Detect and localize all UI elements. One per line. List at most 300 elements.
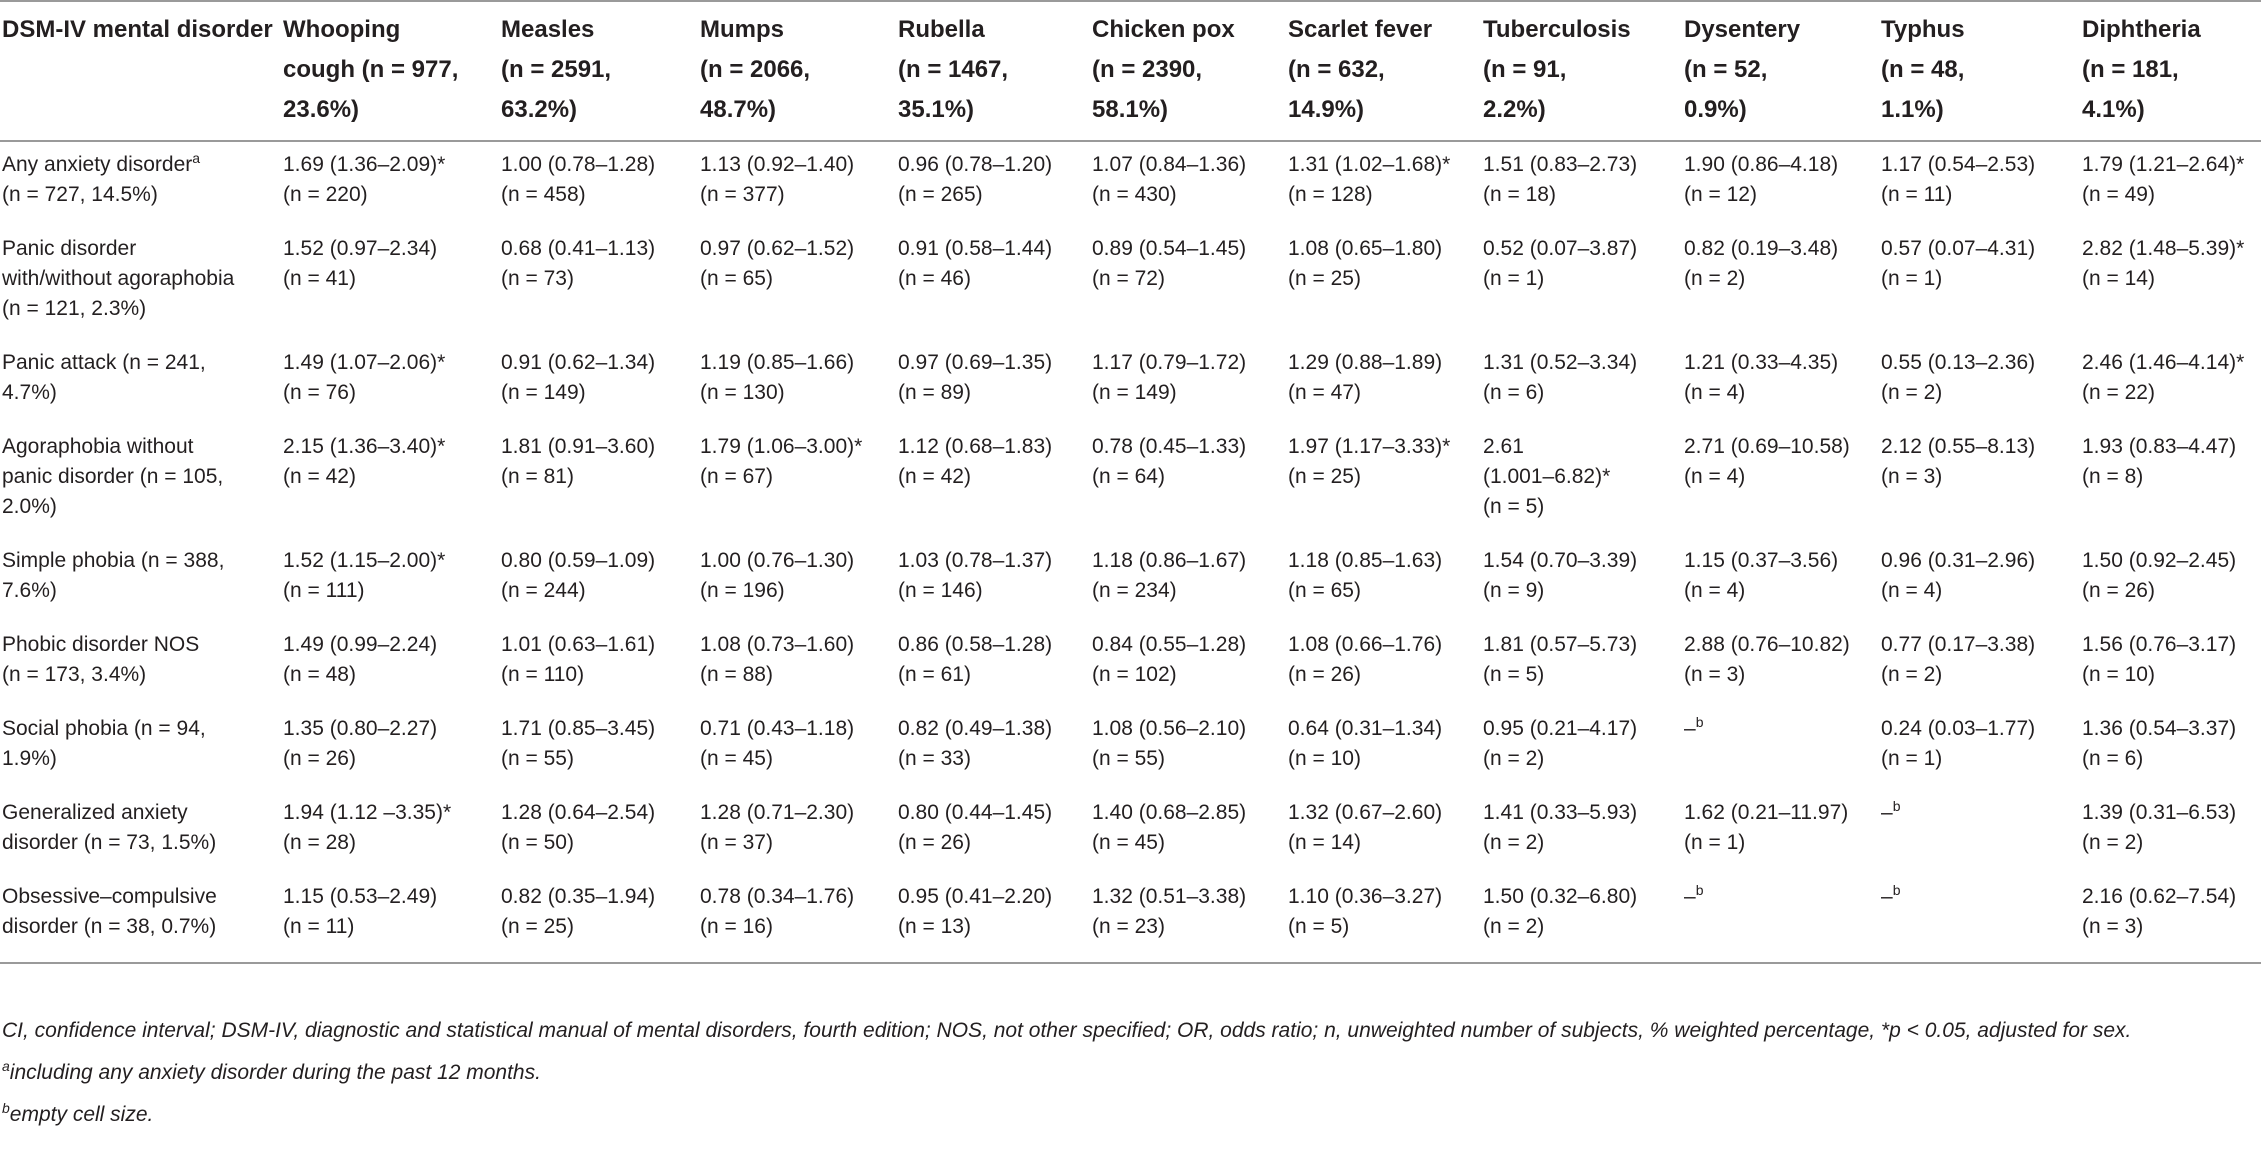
cell-line: 0.82 (0.35–1.94) <box>501 885 656 908</box>
table-cell <box>1684 424 1881 538</box>
cell-line: (n = 55) <box>1092 747 1165 770</box>
header-sub: (n = 181, <box>2082 56 2179 83</box>
cell-line: 0.91 (0.58–1.44) <box>898 237 1053 260</box>
row-label-line <box>2 150 275 180</box>
header-sub: (n = 2066, <box>700 56 811 83</box>
row-label-text: Panic attack (n = 241, <box>2 351 206 374</box>
cell-line: 1.52 (0.97–2.34) <box>283 237 438 260</box>
empty-cell-dash: – <box>1881 885 1893 908</box>
cell-line: 0.78 (0.34–1.76) <box>700 885 855 908</box>
cell-line: (n = 76) <box>283 381 356 404</box>
header-dysentery <box>1684 1 1881 141</box>
header-diphtheria <box>2082 1 2261 141</box>
cell-line: (n = 89) <box>898 381 971 404</box>
cell-line: (n = 111) <box>283 579 365 602</box>
cell-line: (n = 26) <box>2082 579 2155 602</box>
header-tuberculosis <box>1483 1 1684 141</box>
cell-line: 1.15 (0.37–3.56) <box>1684 549 1839 572</box>
table-cell <box>700 622 898 706</box>
cell-line: 1.50 (0.92–2.45) <box>2082 549 2237 572</box>
table-cell <box>1092 874 1288 963</box>
cell-line: (n = 4) <box>1684 381 1746 404</box>
header-name: Whooping <box>283 16 401 43</box>
table-cell <box>1288 790 1483 874</box>
cell-line: (n = 88) <box>700 663 773 686</box>
table-cell <box>1483 141 1684 226</box>
cell-line: (n = 22) <box>2082 381 2155 404</box>
cell-line: (n = 377) <box>700 183 785 206</box>
header-name: Scarlet fever <box>1288 16 1433 43</box>
row-label <box>0 424 283 538</box>
row-label-line <box>2 576 275 606</box>
row-label <box>0 141 283 226</box>
cell-line: (n = 130) <box>700 381 785 404</box>
cell-line: 0.80 (0.44–1.45) <box>898 801 1053 824</box>
header-sub: (n = 48, <box>1881 56 1965 83</box>
table-cell <box>1288 706 1483 790</box>
cell-line: 0.96 (0.78–1.20) <box>898 153 1053 176</box>
header-sub: cough (n = 977, <box>283 56 459 83</box>
cell-line: 1.18 (0.85–1.63) <box>1288 549 1443 572</box>
table-row <box>0 790 2261 874</box>
cell-line: (n = 49) <box>2082 183 2155 206</box>
table-cell <box>1881 706 2082 790</box>
table-cell <box>1684 141 1881 226</box>
row-label-line <box>2 744 275 774</box>
row-label-text: Any anxiety disorder <box>2 153 193 176</box>
table-cell <box>2082 706 2261 790</box>
row-label <box>0 226 283 340</box>
table-cell <box>1483 538 1684 622</box>
cell-line: (n = 46) <box>898 267 971 290</box>
cell-line: 1.31 (0.52–3.34) <box>1483 351 1638 374</box>
table-cell <box>898 424 1092 538</box>
cell-line: (n = 6) <box>1483 381 1545 404</box>
cell-line: (n = 4) <box>1684 465 1746 488</box>
table-cell <box>898 874 1092 963</box>
cell-line <box>1684 714 1873 744</box>
cell-line: (n = 14) <box>2082 267 2155 290</box>
row-label-text: 4.7%) <box>2 381 57 404</box>
cell-line: (n = 196) <box>700 579 785 602</box>
footnote-b-text: empty cell size. <box>9 1103 154 1126</box>
cell-line: (n = 11) <box>283 915 355 938</box>
cell-line: 1.52 (1.15–2.00)* <box>283 549 446 572</box>
cell-line: 1.56 (0.76–3.17) <box>2082 633 2237 656</box>
row-label-text: Agoraphobia without <box>2 435 194 458</box>
table-cell <box>700 340 898 424</box>
table-cell <box>898 340 1092 424</box>
cell-line: 2.12 (0.55–8.13) <box>1881 435 2036 458</box>
row-label-line <box>2 294 275 324</box>
table-cell <box>1092 340 1288 424</box>
cell-line: 1.32 (0.67–2.60) <box>1288 801 1443 824</box>
cell-line: 0.77 (0.17–3.38) <box>1881 633 2036 656</box>
table-row <box>0 340 2261 424</box>
cell-line: (n = 10) <box>2082 663 2155 686</box>
cell-line: (n = 45) <box>700 747 773 770</box>
row-label-text: Generalized anxiety <box>2 801 188 824</box>
cell-line: 1.18 (0.86–1.67) <box>1092 549 1247 572</box>
row-label-text: 1.9%) <box>2 747 57 770</box>
table-cell <box>283 706 501 790</box>
cell-line: 1.49 (0.99–2.24) <box>283 633 438 656</box>
table-cell <box>1684 340 1881 424</box>
header-sub: (n = 1467, <box>898 56 1009 83</box>
table-cell <box>283 340 501 424</box>
row-label-line <box>2 798 275 828</box>
cell-line: (n = 2) <box>1881 663 1943 686</box>
header-name: Measles <box>501 16 595 43</box>
cell-line: 1.36 (0.54–3.37) <box>2082 717 2237 740</box>
cell-line: 1.29 (0.88–1.89) <box>1288 351 1443 374</box>
row-label-line <box>2 234 275 264</box>
header-pct: 58.1%) <box>1092 96 1169 123</box>
cell-line: (n = 5) <box>1288 915 1350 938</box>
cell-line: (n = 2) <box>1483 831 1545 854</box>
header-chicken-pox <box>1092 1 1288 141</box>
header-pct: 1.1%) <box>1881 96 1944 123</box>
row-label-line <box>2 546 275 576</box>
table-cell <box>501 424 700 538</box>
cell-line: (n = 65) <box>1288 579 1361 602</box>
empty-cell-dash: – <box>1881 801 1893 824</box>
cell-line: (n = 4) <box>1881 579 1943 602</box>
table-cell <box>700 424 898 538</box>
cell-line: 0.82 (0.19–3.48) <box>1684 237 1839 260</box>
table-cell <box>1092 622 1288 706</box>
header-pct: 4.1%) <box>2082 96 2145 123</box>
table-cell <box>700 538 898 622</box>
cell-line: 0.96 (0.31–2.96) <box>1881 549 2036 572</box>
cell-line: 0.71 (0.43–1.18) <box>700 717 855 740</box>
footnote-b <box>2 1096 2242 1134</box>
cell-line: 1.08 (0.56–2.10) <box>1092 717 1247 740</box>
footnote-a-text: including any anxiety disorder during the past 12 months. <box>9 1061 541 1084</box>
cell-line: (n = 4) <box>1684 579 1746 602</box>
table-cell <box>1483 874 1684 963</box>
cell-line: (n = 430) <box>1092 183 1177 206</box>
cell-line: 1.79 (1.06–3.00)* <box>700 435 863 458</box>
table-cell <box>700 141 898 226</box>
row-label-line <box>2 348 275 378</box>
table-cell <box>1684 538 1881 622</box>
cell-line: (n = 149) <box>1092 381 1177 404</box>
row-label-line <box>2 660 275 690</box>
table-cell <box>501 226 700 340</box>
cell-line: 0.55 (0.13–2.36) <box>1881 351 2036 374</box>
cell-line: 1.79 (1.21–2.64)* <box>2082 153 2245 176</box>
cell-line: (n = 81) <box>501 465 574 488</box>
cell-line: 0.89 (0.54–1.45) <box>1092 237 1247 260</box>
cell-line: 1.00 (0.76–1.30) <box>700 549 855 572</box>
row-label-text: disorder (n = 73, 1.5%) <box>2 831 217 854</box>
header-name: Dysentery <box>1684 16 1801 43</box>
cell-line: (n = 1) <box>1684 831 1746 854</box>
cell-line: 1.35 (0.80–2.27) <box>283 717 438 740</box>
cell-line: 0.80 (0.59–1.09) <box>501 549 656 572</box>
row-label-line <box>2 828 275 858</box>
header-name: Chicken pox <box>1092 16 1235 43</box>
table-cell <box>501 622 700 706</box>
table-cell <box>1881 874 2082 963</box>
table-cell <box>898 538 1092 622</box>
cell-line: (n = 3) <box>1881 465 1943 488</box>
cell-line: (n = 146) <box>898 579 983 602</box>
cell-line: 1.13 (0.92–1.40) <box>700 153 855 176</box>
table-cell <box>283 141 501 226</box>
cell-line: (n = 64) <box>1092 465 1165 488</box>
row-label-line <box>2 462 275 492</box>
cell-line: (n = 72) <box>1092 267 1165 290</box>
table-cell <box>1684 622 1881 706</box>
cell-line: 1.94 (1.12 –3.35)* <box>283 801 452 824</box>
cell-line: 1.39 (0.31–6.53) <box>2082 801 2237 824</box>
cell-line: (n = 28) <box>283 831 356 854</box>
cell-line: (n = 50) <box>501 831 574 854</box>
table-cell <box>2082 340 2261 424</box>
cell-line: (n = 16) <box>700 915 773 938</box>
table-cell <box>1881 790 2082 874</box>
header-sub: (n = 2390, <box>1092 56 1203 83</box>
row-label <box>0 340 283 424</box>
cell-line: 1.12 (0.68–1.83) <box>898 435 1053 458</box>
table-cell <box>1881 226 2082 340</box>
header-measles <box>501 1 700 141</box>
cell-line: 0.24 (0.03–1.77) <box>1881 717 2036 740</box>
cell-line: 2.88 (0.76–10.82) <box>1684 633 1850 656</box>
header-pct: 14.9%) <box>1288 96 1365 123</box>
table-cell <box>1483 790 1684 874</box>
header-rubella <box>898 1 1092 141</box>
table-cell <box>898 226 1092 340</box>
cell-line: 2.61 <box>1483 435 1524 458</box>
cell-line: 1.49 (1.07–2.06)* <box>283 351 446 374</box>
table-cell <box>501 538 700 622</box>
cell-line: (n = 13) <box>898 915 971 938</box>
row-label-line <box>2 180 275 210</box>
cell-line: (n = 2) <box>2082 831 2144 854</box>
table-cell <box>501 706 700 790</box>
cell-line: 0.95 (0.41–2.20) <box>898 885 1053 908</box>
table-cell <box>1483 706 1684 790</box>
header-name: Typhus <box>1881 16 1965 43</box>
cell-line: 0.91 (0.62–1.34) <box>501 351 656 374</box>
cell-line: 0.57 (0.07–4.31) <box>1881 237 2036 260</box>
table-row <box>0 874 2261 963</box>
table-cell <box>1092 538 1288 622</box>
table-cell <box>1288 874 1483 963</box>
empty-cell-dash: – <box>1684 717 1696 740</box>
row-label-text: (n = 173, 3.4%) <box>2 663 147 686</box>
cell-line: (n = 67) <box>700 465 773 488</box>
cell-line: (n = 1) <box>1881 267 1943 290</box>
row-label-text: disorder (n = 38, 0.7%) <box>2 915 217 938</box>
table-cell <box>2082 226 2261 340</box>
table-cell <box>1881 340 2082 424</box>
table-row <box>0 622 2261 706</box>
table-cell <box>2082 538 2261 622</box>
table-cell <box>898 622 1092 706</box>
cell-line: 1.50 (0.32–6.80) <box>1483 885 1638 908</box>
cell-line <box>1881 882 2074 912</box>
cell-line: (n = 26) <box>898 831 971 854</box>
table-cell <box>283 424 501 538</box>
table-cell <box>1288 340 1483 424</box>
cell-line: 1.71 (0.85–3.45) <box>501 717 656 740</box>
table-cell <box>700 874 898 963</box>
header-name: Rubella <box>898 16 985 43</box>
cell-line: 2.71 (0.69–10.58) <box>1684 435 1850 458</box>
cell-line: (n = 2) <box>1483 915 1545 938</box>
cell-line: 0.97 (0.69–1.35) <box>898 351 1053 374</box>
row-label <box>0 538 283 622</box>
cell-line: (n = 26) <box>1288 663 1361 686</box>
table-cell <box>1092 226 1288 340</box>
cell-line: (n = 65) <box>700 267 773 290</box>
table-row <box>0 226 2261 340</box>
cell-line: (n = 128) <box>1288 183 1373 206</box>
cell-line: (n = 5) <box>1483 663 1545 686</box>
cell-line: 2.46 (1.46–4.14)* <box>2082 351 2245 374</box>
table-cell <box>283 790 501 874</box>
table-cell <box>1684 706 1881 790</box>
footnote-a-marker: a <box>2 1058 10 1074</box>
row-label-text: 2.0%) <box>2 495 57 518</box>
cell-line: (n = 2) <box>1684 267 1746 290</box>
row-label <box>0 706 283 790</box>
cell-line: (n = 12) <box>1684 183 1757 206</box>
header-sub: (n = 91, <box>1483 56 1567 83</box>
cell-line: (n = 244) <box>501 579 586 602</box>
cell-line: 1.81 (0.57–5.73) <box>1483 633 1638 656</box>
cell-line: 2.15 (1.36–3.40)* <box>283 435 446 458</box>
footnote-abbreviations: CI, confidence interval; DSM-IV, diagnostic and statistical manual of mental disorders, fourth edition; NOS, not other specified; OR, odds ratio; n, unweighted number of subjects, % weighted percentage, *p < 0.05, adjusted for sex. <box>2 1019 2132 1042</box>
table-cell <box>1881 141 2082 226</box>
cell-line <box>1684 882 1873 912</box>
row-label-line <box>2 264 275 294</box>
footnote-marker: b <box>1892 798 1901 814</box>
cell-line: 1.28 (0.64–2.54) <box>501 801 656 824</box>
row-label-text: Panic disorder <box>2 237 137 260</box>
table-cell <box>1881 424 2082 538</box>
cell-line: 1.90 (0.86–4.18) <box>1684 153 1839 176</box>
cell-line: (n = 73) <box>501 267 574 290</box>
cell-line: 1.19 (0.85–1.66) <box>700 351 855 374</box>
footnote-marker: b <box>1695 882 1704 898</box>
row-label-line <box>2 714 275 744</box>
cell-line: 0.84 (0.55–1.28) <box>1092 633 1247 656</box>
header-pct: 2.2%) <box>1483 96 1546 123</box>
table-cell <box>1684 226 1881 340</box>
header-name: Diphtheria <box>2082 16 2201 43</box>
cell-line: (n = 110) <box>501 663 585 686</box>
cell-line: (1.001–6.82)* <box>1483 465 1611 488</box>
header-name: Mumps <box>700 16 784 43</box>
header-pct: 48.7%) <box>700 96 777 123</box>
table-cell <box>501 790 700 874</box>
cell-line: 0.68 (0.41–1.13) <box>501 237 656 260</box>
header-pct: 0.9%) <box>1684 96 1747 123</box>
cell-line: 1.08 (0.66–1.76) <box>1288 633 1443 656</box>
table-header <box>0 1 2261 141</box>
row-label-line <box>2 378 275 408</box>
header-row <box>0 1 2261 141</box>
table-cell <box>1288 141 1483 226</box>
table-row <box>0 424 2261 538</box>
cell-line: (n = 26) <box>283 747 356 770</box>
cell-line: (n = 8) <box>2082 465 2144 488</box>
row-label-line <box>2 492 275 522</box>
cell-line: (n = 25) <box>1288 267 1361 290</box>
cell-line: 0.82 (0.49–1.38) <box>898 717 1053 740</box>
row-label-text: Obsessive–compulsive <box>2 885 217 908</box>
row-label-text: 7.6%) <box>2 579 57 602</box>
table-cell <box>898 706 1092 790</box>
cell-line: (n = 2) <box>1483 747 1545 770</box>
cell-line: 1.08 (0.73–1.60) <box>700 633 855 656</box>
cell-line: (n = 10) <box>1288 747 1361 770</box>
table-cell <box>2082 622 2261 706</box>
table-cell <box>898 790 1092 874</box>
row-label <box>0 622 283 706</box>
footnote-marker: a <box>192 150 201 166</box>
cell-line: (n = 1) <box>1881 747 1943 770</box>
cell-line: 2.16 (0.62–7.54) <box>2082 885 2237 908</box>
table-cell <box>1092 706 1288 790</box>
table-cell <box>283 874 501 963</box>
cell-line: 0.86 (0.58–1.28) <box>898 633 1053 656</box>
header-sub: (n = 52, <box>1684 56 1768 83</box>
cell-line <box>1881 798 2074 828</box>
cell-line: 1.00 (0.78–1.28) <box>501 153 656 176</box>
row-label-line <box>2 432 275 462</box>
table-cell <box>700 226 898 340</box>
row-label-line <box>2 912 275 942</box>
cell-line: (n = 1) <box>1483 267 1545 290</box>
cell-line: (n = 14) <box>1288 831 1361 854</box>
table-cell <box>1684 790 1881 874</box>
table-cell <box>2082 874 2261 963</box>
cell-line: 2.82 (1.48–5.39)* <box>2082 237 2245 260</box>
table-row <box>0 538 2261 622</box>
table-cell <box>501 340 700 424</box>
cell-line: 1.28 (0.71–2.30) <box>700 801 855 824</box>
table-cell <box>2082 790 2261 874</box>
header-typhus <box>1881 1 2082 141</box>
header-scarlet-fever <box>1288 1 1483 141</box>
row-label-text: Phobic disorder NOS <box>2 633 200 656</box>
cell-line: 1.97 (1.17–3.33)* <box>1288 435 1451 458</box>
cell-line: (n = 102) <box>1092 663 1177 686</box>
table-cell <box>283 538 501 622</box>
table-cell <box>1483 622 1684 706</box>
cell-line: (n = 234) <box>1092 579 1177 602</box>
cell-line: 1.15 (0.53–2.49) <box>283 885 438 908</box>
table-row <box>0 141 2261 226</box>
row-label-text: (n = 727, 14.5%) <box>2 183 158 206</box>
cell-line: (n = 42) <box>283 465 356 488</box>
cell-line: (n = 2) <box>1881 381 1943 404</box>
table-cell <box>1092 424 1288 538</box>
row-label-line <box>2 882 275 912</box>
table-cell <box>1092 141 1288 226</box>
footnote-a <box>2 1054 2242 1092</box>
cell-line: 1.62 (0.21–11.97) <box>1684 801 1849 824</box>
table-cell <box>1483 226 1684 340</box>
cell-line: 0.78 (0.45–1.33) <box>1092 435 1247 458</box>
cell-line: (n = 6) <box>2082 747 2144 770</box>
